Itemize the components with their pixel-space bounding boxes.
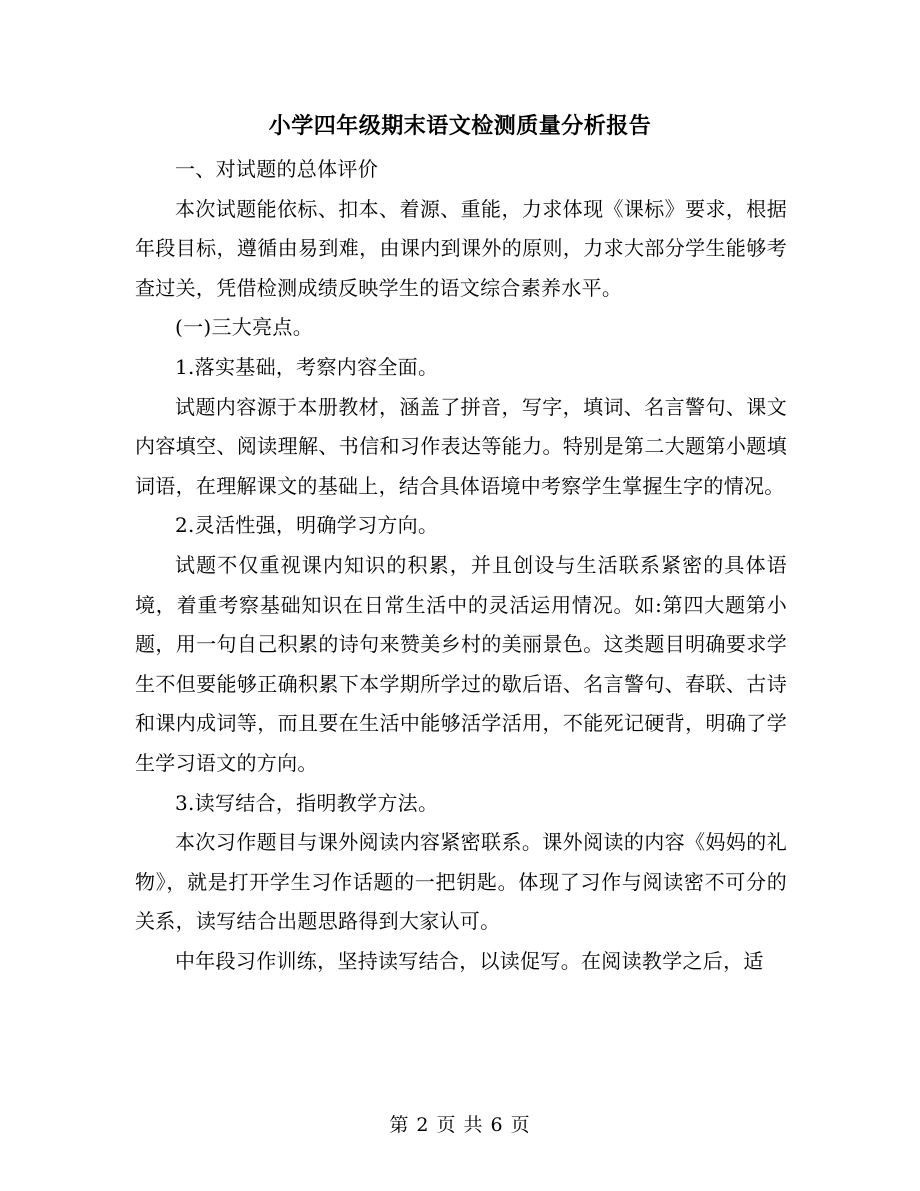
body-paragraph: 本次试题能依标、扣本、着源、重能，力求体现《课标》要求，根据年段目标，遵循由易到难，由课内到课外的原则，力求大部分学生能够考查过关，凭借检测成绩反映学生的语文综合素养水平。 [135,196,787,300]
document-body [135,150,787,981]
body-paragraph: 试题内容源于本册教材，涵盖了拼音，写字，填词、名言警句、课文内容填空、阅读理解、书信和习作表达等能力。特别是第二大题第小题填词语，在理解课文的基础上，结合具体语境中考察学生掌握生字的情况。 [135,394,787,498]
body-paragraph: 试题不仅重视课内知识的积累，并且创设与生活联系紧密的具体语境，着重考察基础知识在日常生活中的灵活运用情况。如:第四大题第小题，用一句自己积累的诗句来赞美乡村的美丽景色。这类题目明确要求学生不但要能够正确积累下本学期所学过的歇后语、名言警句、春联、古诗和课内成词等，而且要在生活中能够活学活用，不能死记硬背，明确了学生学习语文的方向。 [135,552,787,775]
subsection-heading: (一)三大亮点。 [175,315,314,340]
point-heading: 3.读写结合，指明教学方法。 [175,790,439,815]
document-title: 小学四年级期末语文检测质量分析报告 [268,113,652,139]
body-paragraph: 本次习作题目与课外阅读内容紧密联系。课外阅读的内容《妈妈的礼物》，就是打开学生习作话题的一把钥匙。体现了习作与阅读密不可分的关系，读写结合出题思路得到大家认可。 [135,830,787,934]
section-heading: 一、对试题的总体评价 [175,157,378,181]
point-heading: 2.灵活性强，明确学习方向。 [175,513,439,538]
point-heading: 1.落实基础，考察内容全面。 [175,354,439,379]
page-number-footer: 第 2 页 共 6 页 [389,1114,531,1136]
body-paragraph: 中年段习作训练，坚持读写结合，以读促写。在阅读教学之后，适 [175,948,764,973]
